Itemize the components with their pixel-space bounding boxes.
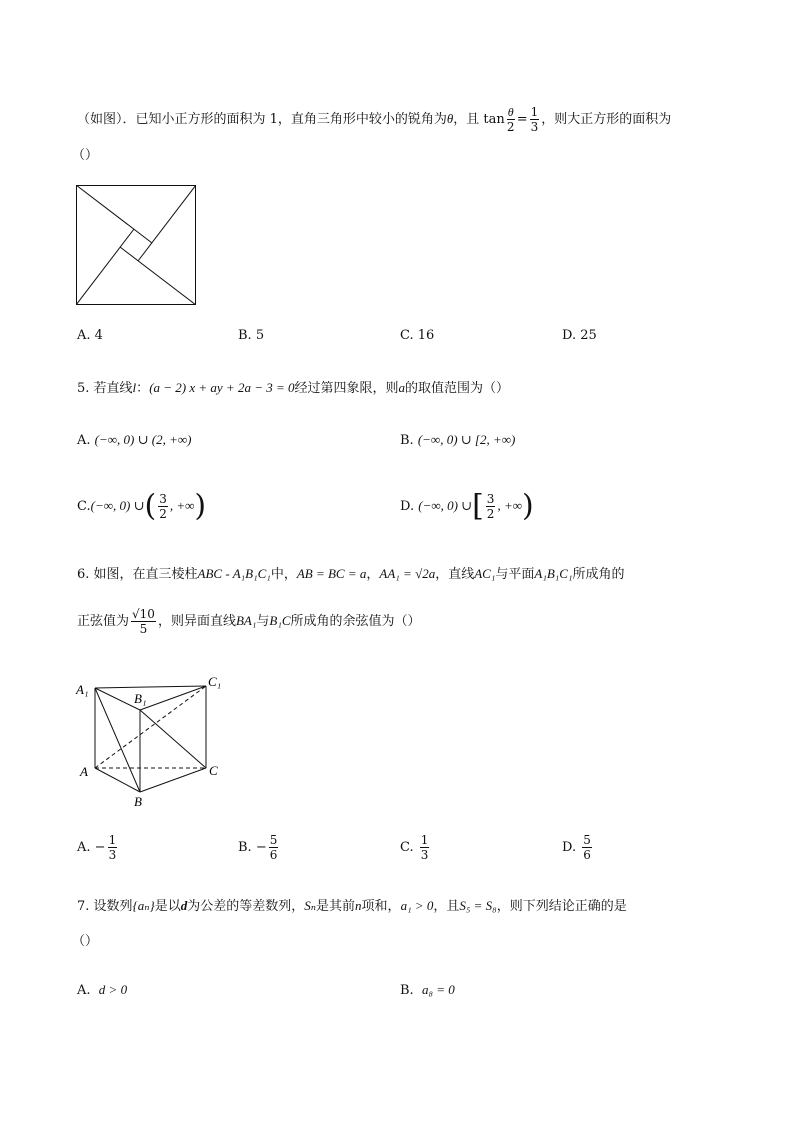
q6-stem-text-b: 中， — [270, 567, 297, 582]
q6-line2-text-b: ，则异面直线 — [157, 614, 236, 629]
q5-stem-text-b: 经过第四象限，则 — [294, 381, 399, 396]
q6-cond1: AB = BC = a — [296, 566, 367, 581]
q6-stem-text-e: 所成角的 — [572, 567, 625, 582]
q7-cond1: a₁ > 0 — [400, 898, 434, 913]
q5-opt-c-label: C. — [77, 499, 91, 514]
q4-frac-theta-den: 2 — [506, 120, 515, 134]
q6-line2-text-a: 正弦值为 — [77, 614, 130, 629]
q7-stem-text-c: 为公差的等差数列， — [187, 899, 305, 914]
edge-b-c — [140, 768, 206, 792]
q7-opt-a-label: A. — [77, 983, 91, 998]
q7-opt-b-label: B. — [400, 983, 414, 998]
edge-b1-c1 — [140, 686, 206, 710]
q5-var-a: a — [398, 380, 406, 395]
q5-option-c[interactable]: C.(−∞, 0) ∪( $\frac{3}{2}$ , +∞) — [77, 488, 207, 524]
q4-theta: θ — [446, 111, 454, 126]
q7-option-a[interactable] — [77, 982, 127, 998]
q4-stem-text-b: ，且 tan — [453, 112, 505, 127]
q5-opt-d-label: D. — [400, 499, 415, 514]
q5-option-a[interactable] — [77, 432, 191, 448]
q4-stem-line1 — [77, 104, 671, 134]
q4-frac-den: 3 — [530, 120, 539, 134]
q5-opt-b-expr: (−∞, 0) ∪ [2, +∞) — [417, 432, 516, 447]
q6-stem-text-d: 与平面 — [495, 567, 535, 582]
q7-stem-text-f: ，且 — [433, 899, 460, 914]
q6-plane: A₁B₁C₁ — [534, 566, 573, 581]
label-a1: A₁ — [76, 682, 89, 697]
q6-opt-b-num: 5 — [269, 833, 278, 847]
q7-stem — [77, 895, 627, 914]
q4-option-b[interactable]: B. 5 — [238, 328, 265, 343]
q4-stem-text-a: （如图）．已知小正方形的面积为 1，直角三角形中较小的锐角为 — [77, 112, 447, 127]
q5-opt-d-num: 3 — [486, 492, 495, 506]
q6-opt-d-fraction — [582, 834, 592, 861]
q4-paren: （） — [72, 148, 99, 163]
q6-comma: ， — [366, 567, 380, 582]
q6-line2-text-c: 与 — [256, 614, 270, 629]
q6-option-b[interactable] — [238, 830, 280, 866]
q7-d: d — [180, 898, 188, 913]
q4-frac-theta-num: θ — [507, 105, 514, 119]
q6-opt-d-num: 5 — [583, 833, 591, 847]
q5-opt-c-post: , +∞ — [169, 498, 195, 513]
q6-line2-text-d: 所成角的余弦值为（） — [290, 614, 421, 629]
q6-prism: ABC - A₁B₁C₁ — [197, 566, 271, 581]
label-b: B — [134, 794, 142, 809]
q5-opt-d-pre: (−∞, 0) ∪ — [418, 498, 473, 513]
q6-sin-den: 5 — [139, 622, 148, 636]
q6-option-c[interactable] — [400, 830, 431, 866]
q6-stem-line2 — [77, 604, 421, 638]
q7-cond2: S₅ = S₈ — [459, 898, 497, 913]
q6-ba1: BA₁ — [235, 613, 257, 628]
q7-opt-a-expr: d > 0 — [98, 982, 128, 997]
q6-opt-d-label: D. — [562, 840, 577, 855]
q6-opt-b-label: B. — [238, 840, 252, 855]
q6-opt-a-fraction — [108, 834, 118, 861]
q6-opt-a-den: 3 — [108, 848, 117, 862]
q6-opt-b-den: 6 — [269, 848, 278, 862]
q5-opt-c-den: 2 — [159, 507, 167, 521]
q7-n: n — [355, 898, 362, 913]
q6-option-d[interactable] — [562, 830, 594, 866]
segment-b1-c — [140, 710, 206, 768]
q6-stem-line1 — [77, 563, 625, 582]
q6-opt-c-label: C. — [400, 840, 414, 855]
q5-colon: ： — [136, 381, 150, 396]
label-c1: C₁ — [208, 674, 222, 689]
label-a: A — [80, 764, 88, 779]
q5-opt-a-label: A. — [77, 433, 91, 448]
q7-stem-text-e: 项和， — [361, 899, 401, 914]
q4-theta-half-fraction — [507, 106, 515, 133]
q6-opt-a-label: A. — [77, 840, 91, 855]
q5-stem-text-a: 5. 若直线 — [77, 381, 133, 396]
q6-opt-c-num: 1 — [420, 833, 429, 847]
q6-stem-text-c: ，直线 — [435, 567, 475, 582]
edge-a-b — [95, 768, 140, 792]
edge-a1-c1 — [95, 686, 206, 688]
q5-stem-text-c: 的取值范围为（） — [405, 381, 510, 396]
q6-stem-text-a: 6. 如图，在直三棱柱 — [77, 567, 198, 582]
q5-var-l: l — [132, 380, 137, 395]
q6-b1c: B₁C — [269, 613, 291, 628]
q7-sn: Sₙ — [304, 898, 317, 913]
q4-equals: = — [516, 112, 528, 127]
q7-stem-text-g: ，则下列结论正确的是 — [496, 899, 627, 914]
q5-opt-c-fraction — [158, 493, 168, 520]
label-b1: B₁ — [134, 691, 147, 706]
q6-prism-figure — [72, 672, 232, 812]
q6-sin-fraction — [131, 608, 156, 635]
q7-stem-text-b: 是以 — [154, 899, 181, 914]
label-c: C — [209, 763, 218, 778]
q5-opt-d-fraction — [486, 493, 496, 520]
q5-opt-c-num: 3 — [159, 492, 167, 506]
q5-opt-b-label: B. — [400, 433, 414, 448]
q7-opt-b-expr: a₈ = 0 — [421, 982, 455, 997]
q6-cond2: AA₁ = √2a — [379, 566, 436, 581]
q6-opt-b-sign: − — [255, 840, 267, 855]
q7-seq: {aₙ} — [132, 898, 155, 913]
q5-equation: (a − 2) x + ay + 2a − 3 = 0 — [149, 380, 295, 395]
q4-option-c[interactable]: C. 16 — [400, 328, 435, 343]
q6-opt-d-den: 6 — [583, 848, 591, 862]
q6-option-a[interactable] — [77, 830, 119, 866]
q6-opt-a-sign: − — [94, 840, 106, 855]
q6-opt-c-fraction — [420, 834, 430, 861]
q7-stem-text-a: 7. 设数列 — [77, 899, 133, 914]
q4-one-third-fraction — [530, 106, 540, 133]
q4-stem-text-c: ，则大正方形的面积为 — [541, 112, 672, 127]
q5-opt-d-post: , +∞ — [497, 498, 522, 513]
q7-paren: （） — [72, 934, 99, 949]
q6-sin-num: √10 — [132, 607, 155, 621]
q5-option-b[interactable] — [400, 432, 515, 448]
q4-pinwheel-square-figure — [76, 185, 196, 305]
q4-frac-num: 1 — [530, 105, 539, 119]
q4-option-a[interactable]: A. 4 — [77, 328, 103, 343]
q5-stem — [77, 377, 509, 396]
q5-opt-a-expr: (−∞, 0) ∪ (2, +∞) — [94, 432, 192, 447]
q5-opt-d-den: 2 — [486, 507, 495, 521]
q7-option-b[interactable] — [400, 982, 455, 998]
q6-opt-a-num: 1 — [108, 833, 117, 847]
q5-option-d[interactable]: D. (−∞, 0) ∪[ $\frac{3}{2}$ , +∞) — [400, 488, 534, 524]
q6-opt-b-fraction — [269, 834, 279, 861]
q6-line-ac1: AC₁ — [474, 566, 496, 581]
q4-option-d[interactable]: D. 25 — [562, 328, 597, 343]
q5-opt-c-pre: (−∞, 0) ∪ — [90, 498, 145, 513]
q7-stem-text-d: 是其前 — [316, 899, 356, 914]
q6-opt-c-den: 3 — [420, 848, 429, 862]
